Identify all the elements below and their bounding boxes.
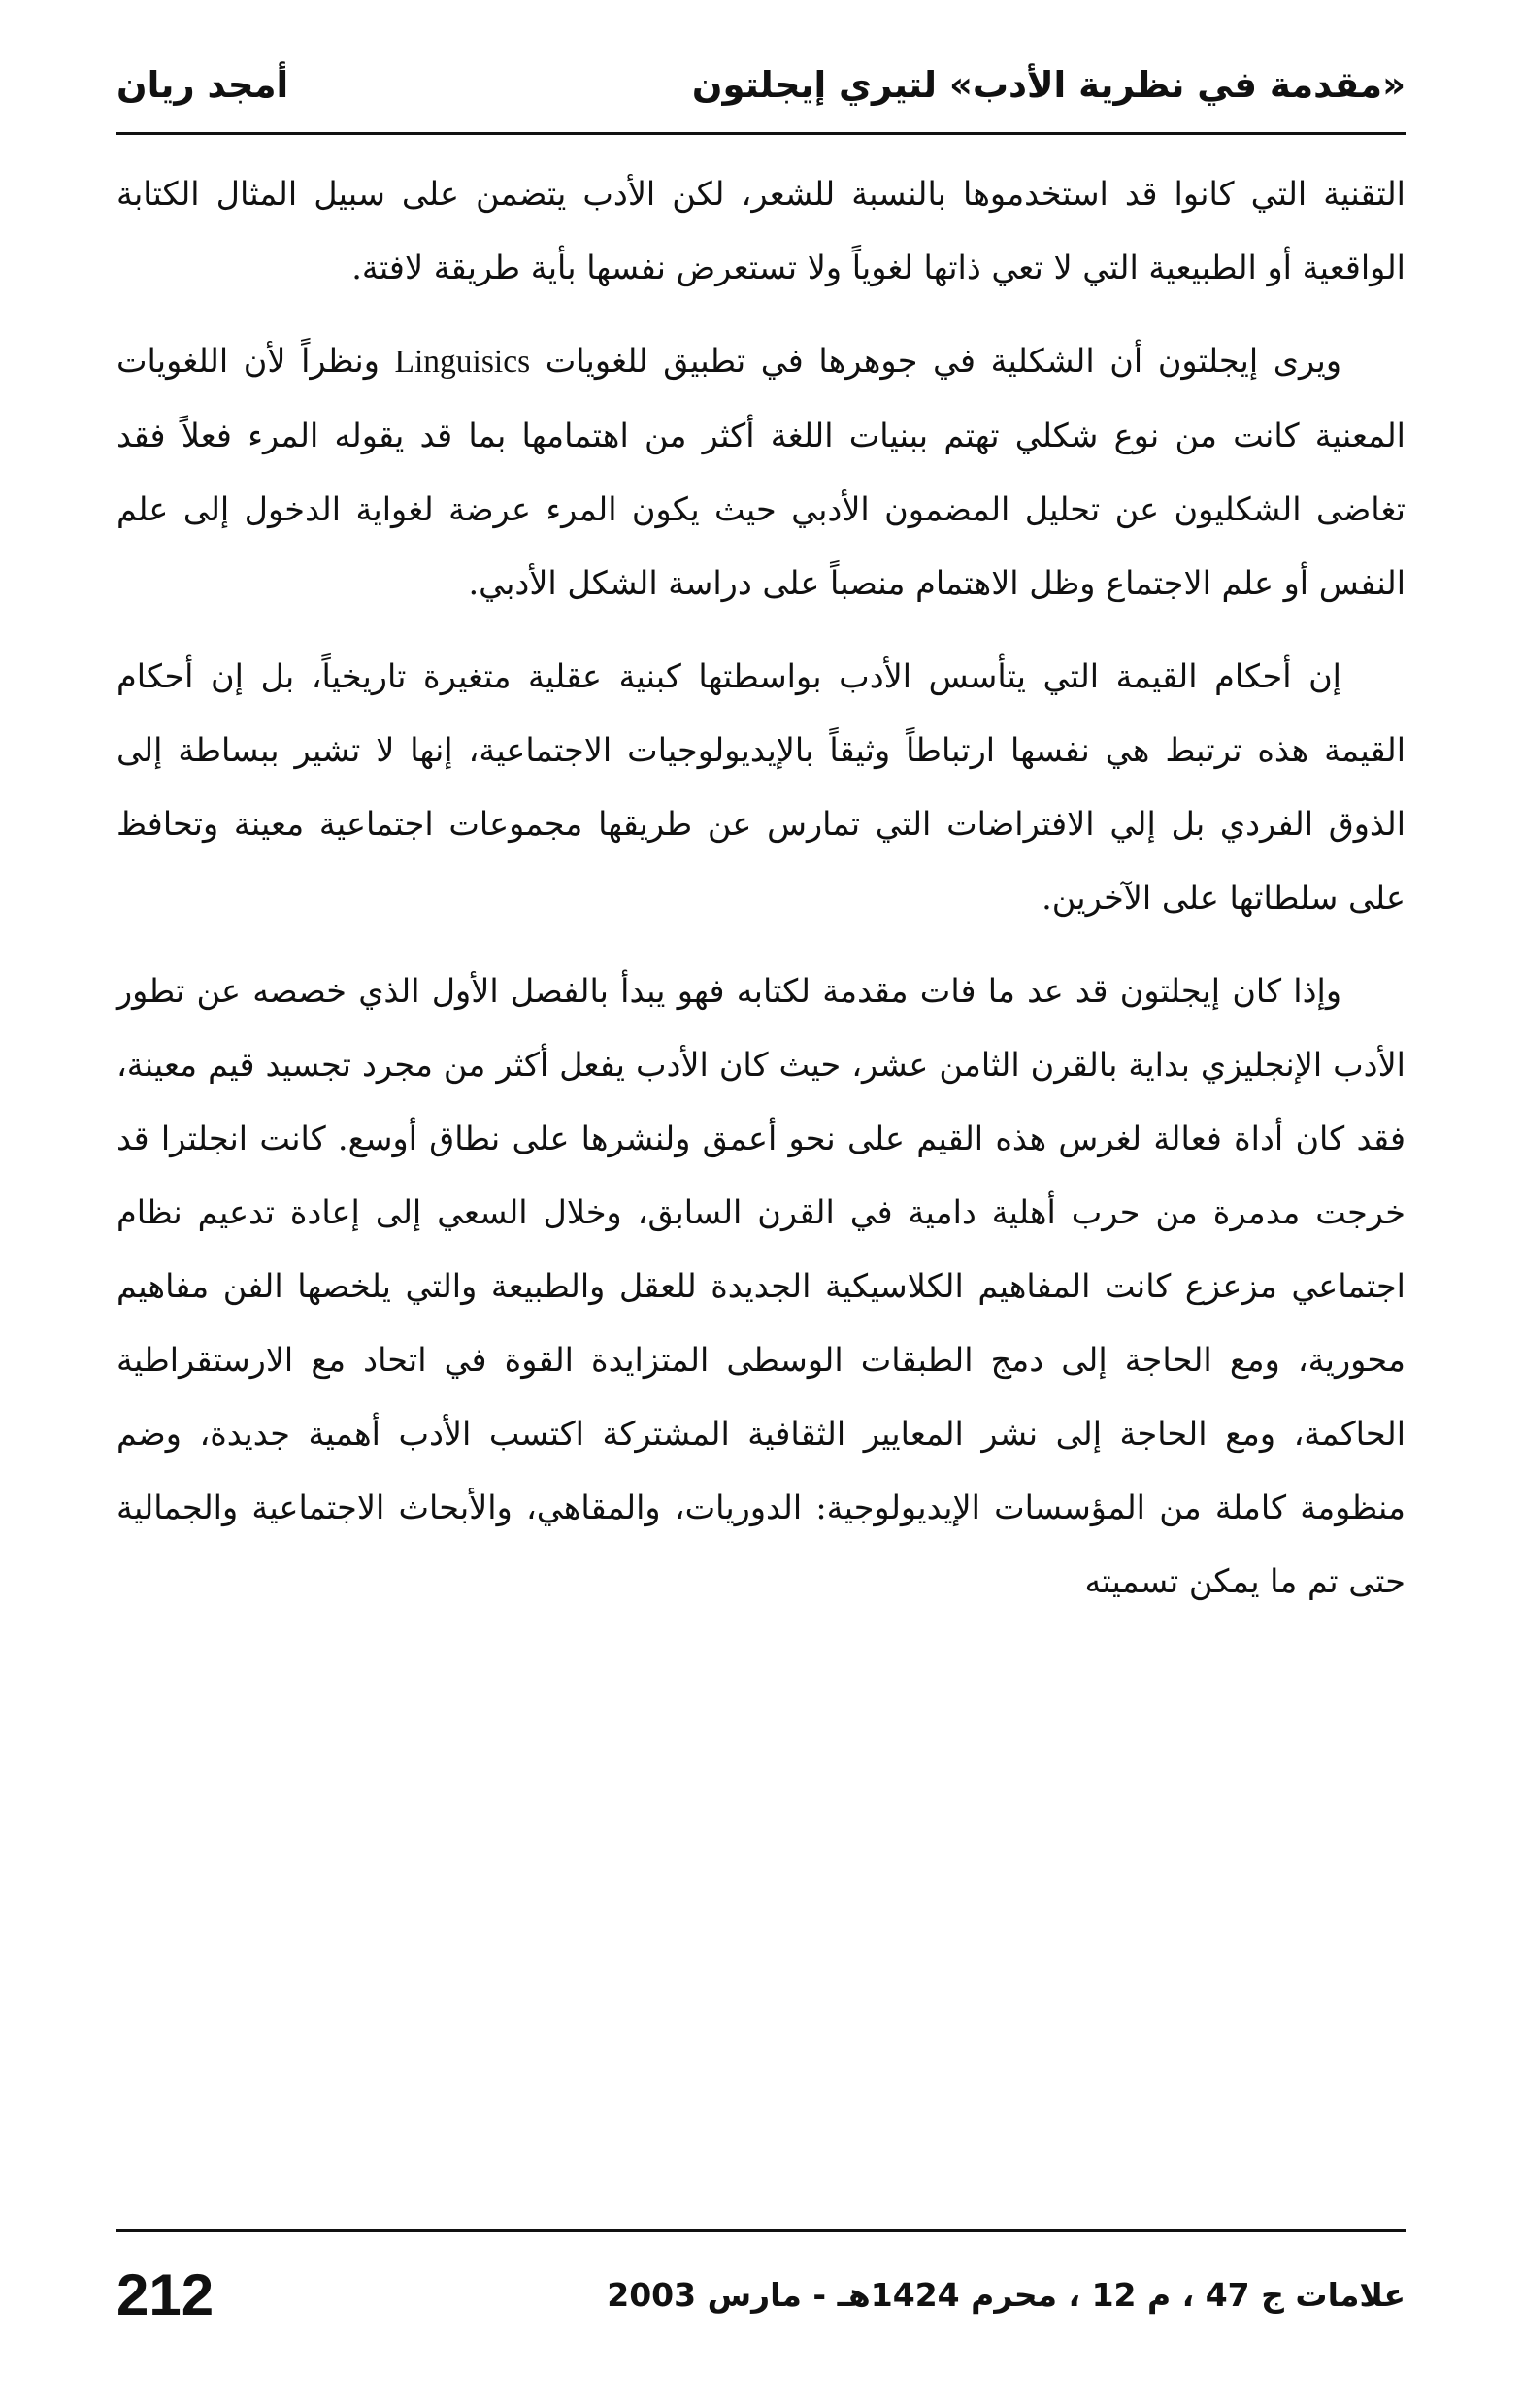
running-header-title: «مقدمة في نظرية الأدب» لتيري إيجلتون <box>691 63 1406 106</box>
running-header-author: أمجد ريان <box>116 63 289 106</box>
running-header <box>116 50 1406 118</box>
paragraph-2-part-1: ويرى إيجلتون أن الشكلية في جوهرها في تطبيق للغويات <box>545 342 1342 380</box>
header-rule <box>116 132 1406 135</box>
journal-info: علامات ج 47 ، م 12 ، محرم 1424هـ - مارس 2003 <box>607 2275 1406 2314</box>
footer-rule <box>116 2229 1406 2232</box>
paragraph-2-part-2: ونظراً لأن اللغويات المعنية كانت من نوع شكلي تهتم ببنيات اللغة أكثر من اهتمامها بما قد يقوله المرء فعلاً فقد تغاضى الشكليون عن تحليل المضمون الأدبي حيث يكون المرء عرضة لغواية الدخول إلى علم النفس أو علم الاجتماع وظل الاهتمام منصباً على دراسة الشكل الأدبي. <box>116 342 1406 602</box>
latin-term: Linguisics <box>394 344 531 380</box>
page-number: 212 <box>116 2261 215 2327</box>
paragraph-4: وإذا كان إيجلتون قد عد ما فات مقدمة لكتابه فهو يبدأ بالفصل الأول الذي خصصه عن تطور الأدب الإنجليزي بداية بالقرن الثامن عشر، حيث كان الأدب يفعل أكثر من مجرد تجسيد قيم معينة، فقد كان أداة فعالة لغرس هذه القيم على نحو أعمق ولنشرها على نطاق أوسع. كانت انجلترا قد خرجت مدمرة من حرب أهلية دامية في القرن السابق، وخلال السعي إلى إعادة تدعيم نظام اجتماعي مزعزع كانت المفاهيم الكلاسيكية الجديدة للعقل والطبيعة والتي يلخصها الفن مفاهيم محورية، ومع الحاجة إلى دمج الطبقات الوسطى المتزايدة القوة في اتحاد مع الارستقراطية الحاكمة، ومع الحاجة إلى نشر المعايير الثقافية المشتركة اكتسب الأدب أهمية جديدة، وضم منظومة كاملة من المؤسسات الإيديولوجية: الدوريات، والمقاهي، والأبحاث الاجتماعية والجمالية حتى تم ما يمكن تسميته <box>116 972 1406 1600</box>
document-page <box>116 0 1406 2408</box>
paragraph-2 <box>116 324 1406 620</box>
article-body <box>116 157 1406 1638</box>
running-footer <box>116 2251 1406 2338</box>
paragraph-1: التقنية التي كانوا قد استخدموها بالنسبة للشعر، لكن الأدب يتضمن على سبيل المثال الكتابة الواقعية أو الطبيعية التي لا تعي ذاتها لغوياً ولا تستعرض نفسها بأية طريقة لافتة. <box>116 175 1406 286</box>
paragraph-3: إن أحكام القيمة التي يتأسس الأدب بواسطتها كبنية عقلية متغيرة تاريخياً، بل إن أحكام القيمة هذه ترتبط هي نفسها ارتباطاً وثيقاً بالإيديولوجيات الاجتماعية، إنها لا تشير ببساطة إلى الذوق الفردي بل إلي الافتراضات التي تمارس عن طريقها مجموعات اجتماعية معينة وتحافظ على سلطاتها على الآخرين. <box>116 657 1406 917</box>
